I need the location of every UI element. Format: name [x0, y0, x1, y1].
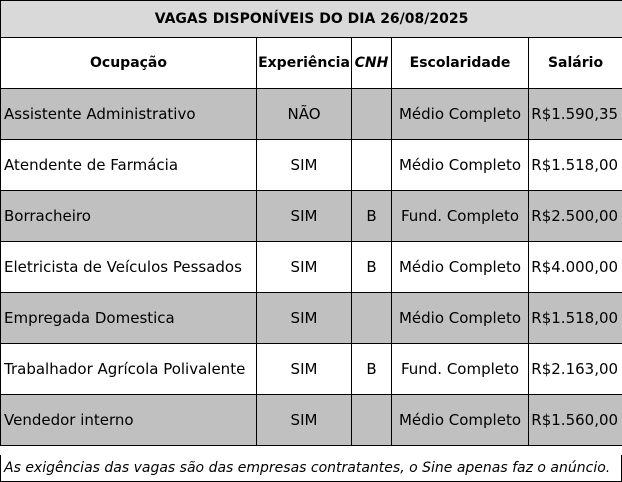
header-salario: Salário [529, 38, 622, 89]
cell-escolaridade: Fund. Completo [392, 191, 529, 242]
cell-salario: R$2.500,00 [529, 191, 622, 242]
cell-experiencia: SIM [257, 140, 352, 191]
rows-body [1, 89, 622, 446]
cell-cnh [352, 293, 392, 344]
cell-escolaridade: Fund. Completo [392, 344, 529, 395]
table-row [1, 293, 622, 344]
cell-cnh [352, 89, 392, 140]
cell-experiencia: SIM [257, 293, 352, 344]
cell-salario: R$1.518,00 [529, 293, 622, 344]
cell-experiencia: SIM [257, 242, 352, 293]
cell-cnh: B [352, 242, 392, 293]
cell-experiencia: SIM [257, 395, 352, 446]
table-title: VAGAS DISPONÍVEIS DO DIA 26/08/2025 [1, 1, 622, 38]
header-escolaridade: Escolaridade [392, 38, 529, 89]
header-row [1, 38, 622, 89]
cell-experiencia: NÃO [257, 89, 352, 140]
cell-escolaridade: Médio Completo [392, 395, 529, 446]
cell-salario: R$1.560,00 [529, 395, 622, 446]
cell-ocupacao: Atendente de Farmácia [1, 140, 257, 191]
table-row [1, 140, 622, 191]
cell-experiencia: SIM [257, 344, 352, 395]
cell-cnh: B [352, 344, 392, 395]
cell-experiencia: SIM [257, 191, 352, 242]
cell-escolaridade: Médio Completo [392, 140, 529, 191]
table-row [1, 242, 622, 293]
header-ocupacao: Ocupação [1, 38, 257, 89]
cell-salario: R$2.163,00 [529, 344, 622, 395]
cell-ocupacao: Eletricista de Veículos Pessados [1, 242, 257, 293]
header-cnh: CNH [352, 38, 392, 89]
cell-ocupacao: Trabalhador Agrícola Polivalente [1, 344, 257, 395]
header-experiencia: Experiência [257, 38, 352, 89]
cell-salario: R$1.590,35 [529, 89, 622, 140]
cell-escolaridade: Médio Completo [392, 89, 529, 140]
table-row [1, 344, 622, 395]
cell-ocupacao: Vendedor interno [1, 395, 257, 446]
cell-escolaridade: Médio Completo [392, 293, 529, 344]
table-row [1, 89, 622, 140]
cell-cnh [352, 395, 392, 446]
cell-cnh [352, 140, 392, 191]
cell-escolaridade: Médio Completo [392, 242, 529, 293]
footer-note: As exigências das vagas são das empresas contratantes, o Sine apenas faz o anúncio. [0, 455, 622, 482]
cell-salario: R$1.518,00 [529, 140, 622, 191]
title-row [1, 1, 622, 38]
cell-cnh: B [352, 191, 392, 242]
table-row [1, 395, 622, 446]
cell-salario: R$4.000,00 [529, 242, 622, 293]
table-row [1, 191, 622, 242]
cell-ocupacao: Empregada Domestica [1, 293, 257, 344]
cell-ocupacao: Assistente Administrativo [1, 89, 257, 140]
cell-ocupacao: Borracheiro [1, 191, 257, 242]
